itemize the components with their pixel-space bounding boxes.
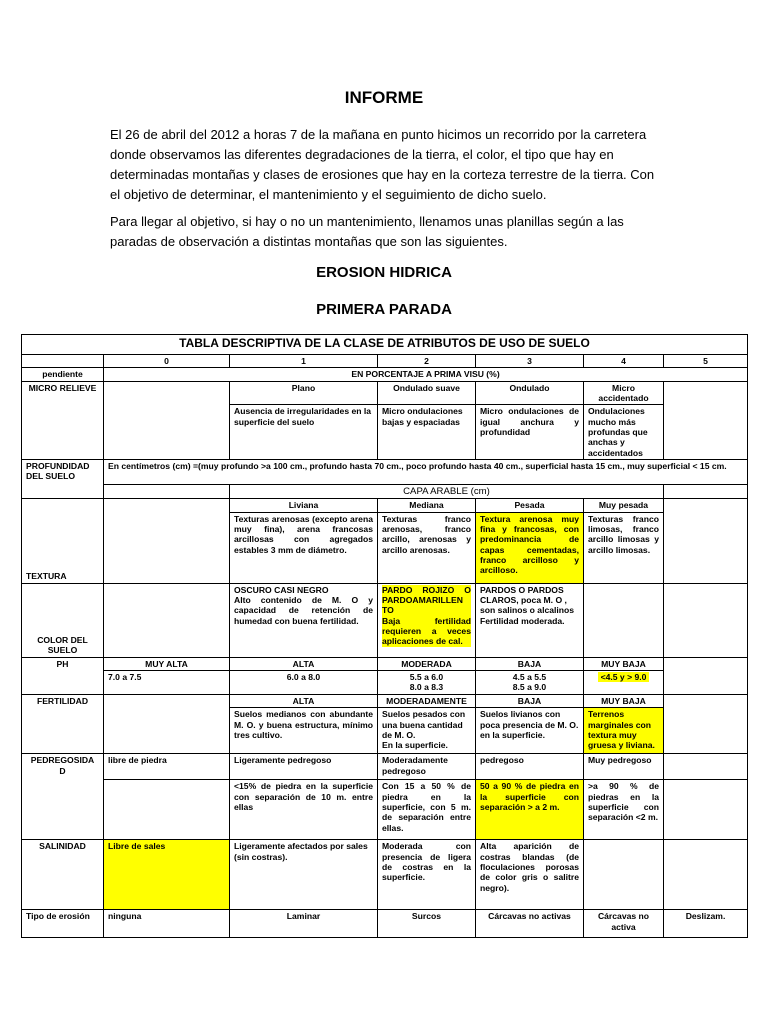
color-3-title: PARDOS O PARDOS CLAROS, poca M. O , son salinos o alcalinos — [480, 584, 575, 616]
row-label-color: COLOR DEL SUELO — [22, 583, 104, 657]
ph-value-5-text: <4.5 y > 9.0 — [598, 672, 650, 682]
pedreg-header-2: Ligeramente pedregoso — [230, 754, 378, 780]
fert-header-2: MODERADAMENTE — [378, 694, 476, 707]
ph-header-3: MODERADA — [378, 657, 476, 670]
col-header-1: 1 — [230, 355, 378, 368]
ph-value-4 — [476, 670, 584, 694]
color-1-title: OSCURO CASI NEGRO — [234, 584, 329, 595]
fert-cell-2 — [378, 708, 476, 754]
pedreg-cell-4: >a 90 % de piedras en la superficie con separación <2 m. — [584, 780, 664, 840]
cell-blank — [104, 583, 230, 657]
ph-value-4a: 4.5 a 5.5 — [512, 671, 547, 682]
cell-blank — [664, 657, 748, 694]
pedreg-cell-3: 50 a 90 % de piedra en la superficie con separación > a 2 m. — [476, 780, 584, 840]
textura-header-2: Mediana — [378, 499, 476, 512]
micro-cell-1: Ausencia de irregularidades en la superficie del suelo — [230, 405, 378, 460]
pedreg-cell-2: Con 15 a 50 % de piedra en la superficie, con 5 m. de separación entre ellas. — [378, 780, 476, 840]
cell-blank — [104, 381, 230, 459]
row-label-erosion: Tipo de erosión — [22, 910, 104, 938]
ph-header-5: MUY BAJA — [584, 657, 664, 670]
salinidad-cell-1: Libre de sales — [104, 840, 230, 910]
cell-blank — [664, 780, 748, 840]
col-header-4: 4 — [584, 355, 664, 368]
cell-blank — [664, 694, 748, 753]
micro-header-3: Ondulado — [476, 381, 584, 405]
micro-header-2: Ondulado suave — [378, 381, 476, 405]
erosion-cell-3: Surcos — [378, 910, 476, 938]
color-cell-2 — [378, 583, 476, 657]
ph-header-4: BAJA — [476, 657, 584, 670]
ph-header-2: ALTA — [230, 657, 378, 670]
capa-arable-label: CAPA ARABLE (cm) — [230, 484, 664, 499]
micro-header-1: Plano — [230, 381, 378, 405]
fert-cell-2-text: Suelos pesados con una buena cantidad de M. O. — [382, 709, 466, 740]
micro-header-4: Micro accidentado — [584, 381, 664, 405]
row-label-profundidad: PROFUNDIDAD DEL SUELO — [22, 459, 104, 499]
color-2-text: Baja fertilidad requieren a veces aplicaciones de cal. — [382, 615, 471, 647]
salinidad-cell-3: Moderada con presencia de ligera de costras en la superficie. — [378, 840, 476, 910]
ph-value-2: 6.0 a 8.0 — [230, 670, 378, 694]
erosion-cell-5: Cárcavas no activa — [584, 910, 664, 938]
fert-header-3: BAJA — [476, 694, 584, 707]
pedreg-header-5: Muy pedregoso — [584, 754, 664, 780]
textura-cell-2: Texturas franco arenosas, franco arcillo, arenosas y arcillo arenosas. — [378, 512, 476, 583]
ph-header-1: MUY ALTA — [104, 657, 230, 670]
row-label-micro-relieve: MICRO RELIEVE — [22, 381, 104, 459]
erosion-cell-6: Deslizam. — [664, 910, 748, 938]
pedreg-header-3: Moderadamente pedregoso — [378, 754, 476, 780]
row-label-textura: TEXTURA — [22, 499, 104, 583]
cell-blank — [664, 583, 748, 657]
erosion-cell-4: Cárcavas no activas — [476, 910, 584, 938]
fert-header-1: ALTA — [230, 694, 378, 707]
cell-blank — [664, 840, 748, 910]
table-title: TABLA DESCRIPTIVA DE LA CLASE DE ATRIBUTOS DE USO DE SUELO — [22, 335, 748, 355]
ph-value-3 — [378, 670, 476, 694]
cell-blank — [584, 583, 664, 657]
fert-cell-2-extra: En la superficie. — [382, 740, 448, 751]
row-label-salinidad: SALINIDAD — [22, 840, 104, 910]
color-1-text: Alto contenido de M. O y capacidad de retención de humedad con buena fertilidad. — [234, 594, 373, 626]
fert-header-4: MUY BAJA — [584, 694, 664, 707]
color-3-text: Fertilidad moderada. — [480, 615, 565, 626]
erosion-cell-2: Laminar — [230, 910, 378, 938]
cell-blank — [584, 840, 664, 910]
pedreg-header-4: pedregoso — [476, 754, 584, 780]
fert-cell-3: Suelos livianos con poca presencia de M. O. en la superficie. — [476, 708, 584, 754]
cell-blank — [104, 694, 230, 753]
cell-blank — [104, 484, 230, 499]
row-label-ph: PH — [22, 657, 104, 694]
section-heading-parada: PRIMERA PARADA — [316, 301, 452, 318]
fert-cell-1: Suelos medianos con abundante M. O. y buena estructura, mínimo tres cultivo. — [230, 708, 378, 754]
row-label-pendiente: pendiente — [22, 368, 104, 381]
ph-value-3a: 5.5 a 6.0 — [409, 671, 444, 682]
cell-blank — [104, 499, 230, 583]
cell-blank — [104, 780, 230, 840]
soil-attributes-table — [21, 334, 748, 938]
intro-paragraph-1: El 26 de abril del 2012 a horas 7 de la mañana en punto hicimos un recorrido por la carretera donde observamos las diferentes degradaciones de la tierra, el color, el tipo que hay en determinadas montañas y clases de erosiones que hay en la corteza terrestre de la tierra. Con el objetivo de determinar, el mantenimiento y el seguimiento de dicho suelo. — [110, 127, 655, 202]
micro-cell-2: Micro ondulaciones bajas y espaciadas — [378, 405, 476, 460]
ph-value-1: 7.0 a 7.5 — [104, 670, 230, 694]
col-header-0: 0 — [104, 355, 230, 368]
textura-cell-4: Texturas franco limosas, franco arcillo limosas y arcillo limosas. — [584, 512, 664, 583]
textura-header-3: Pesada — [476, 499, 584, 512]
cell-blank — [664, 754, 748, 780]
pendiente-text: EN PORCENTAJE A PRIMA VISU (%) — [104, 368, 748, 381]
micro-cell-3: Micro ondulaciones de igual anchura y profundidad — [476, 405, 584, 460]
textura-cell-3: Textura arenosa muy fina y francosas, con predominancia de capas cementadas, franco arcilloso y arcilloso. — [476, 512, 584, 583]
col-header-blank — [22, 355, 104, 368]
color-2-title: PARDO ROJIZO O PARDOAMARILLEN TO — [382, 584, 471, 616]
ph-value-3b: 8.0 a 8.3 — [409, 682, 444, 693]
section-heading-erosion: EROSION HIDRICA — [316, 264, 452, 281]
pedreg-header-1: libre de piedra — [104, 754, 230, 780]
textura-header-4: Muy pesada — [584, 499, 664, 512]
color-cell-1 — [230, 583, 378, 657]
col-header-3: 3 — [476, 355, 584, 368]
cell-blank — [664, 499, 748, 583]
fert-cell-4: Terrenos marginales con textura muy gruesa y liviana. — [584, 708, 664, 754]
document-title: INFORME — [344, 88, 424, 107]
textura-header-1: Liviana — [230, 499, 378, 512]
salinidad-cell-2: Ligeramente afectados por sales (sin costras). — [230, 840, 378, 910]
intro-paragraph-2: Para llegar al objetivo, si hay o no un mantenimiento, llenamos unas planillas según a las paradas de observación a distintas montañas que son las siguientes. — [110, 214, 624, 249]
micro-cell-4: Ondulaciones mucho más profundas que anchas y accidentados — [584, 405, 664, 460]
cell-blank — [664, 381, 748, 459]
ph-value-4b: 8.5 a 9.0 — [512, 682, 547, 693]
salinidad-cell-4: Alta aparición de costras blandas (de floculaciones porosas de color gris o salitre negro). — [476, 840, 584, 910]
profundidad-text: En centímetros (cm) =(muy profundo >a 100 cm., profundo hasta 70 cm., poco profundo hasta 40 cm., superficial hasta 15 cm., muy superficial < 15 cm. — [104, 459, 748, 484]
col-header-2: 2 — [378, 355, 476, 368]
row-label-fertilidad: FERTILIDAD — [22, 694, 104, 753]
pedreg-cell-1: <15% de piedra en la superficie con separación de 10 m. entre ellas — [230, 780, 378, 840]
textura-cell-1: Texturas arenosas (excepto arena muy fina), arena francosas arcillosas con agregados estables 3 mm de diámetro. — [230, 512, 378, 583]
color-cell-3 — [476, 583, 584, 657]
erosion-cell-1: ninguna — [104, 910, 230, 938]
cell-blank — [664, 484, 748, 499]
ph-value-5 — [584, 670, 664, 694]
col-header-5: 5 — [664, 355, 748, 368]
row-label-pedregosidad: PEDREGOSIDA D — [22, 754, 104, 840]
